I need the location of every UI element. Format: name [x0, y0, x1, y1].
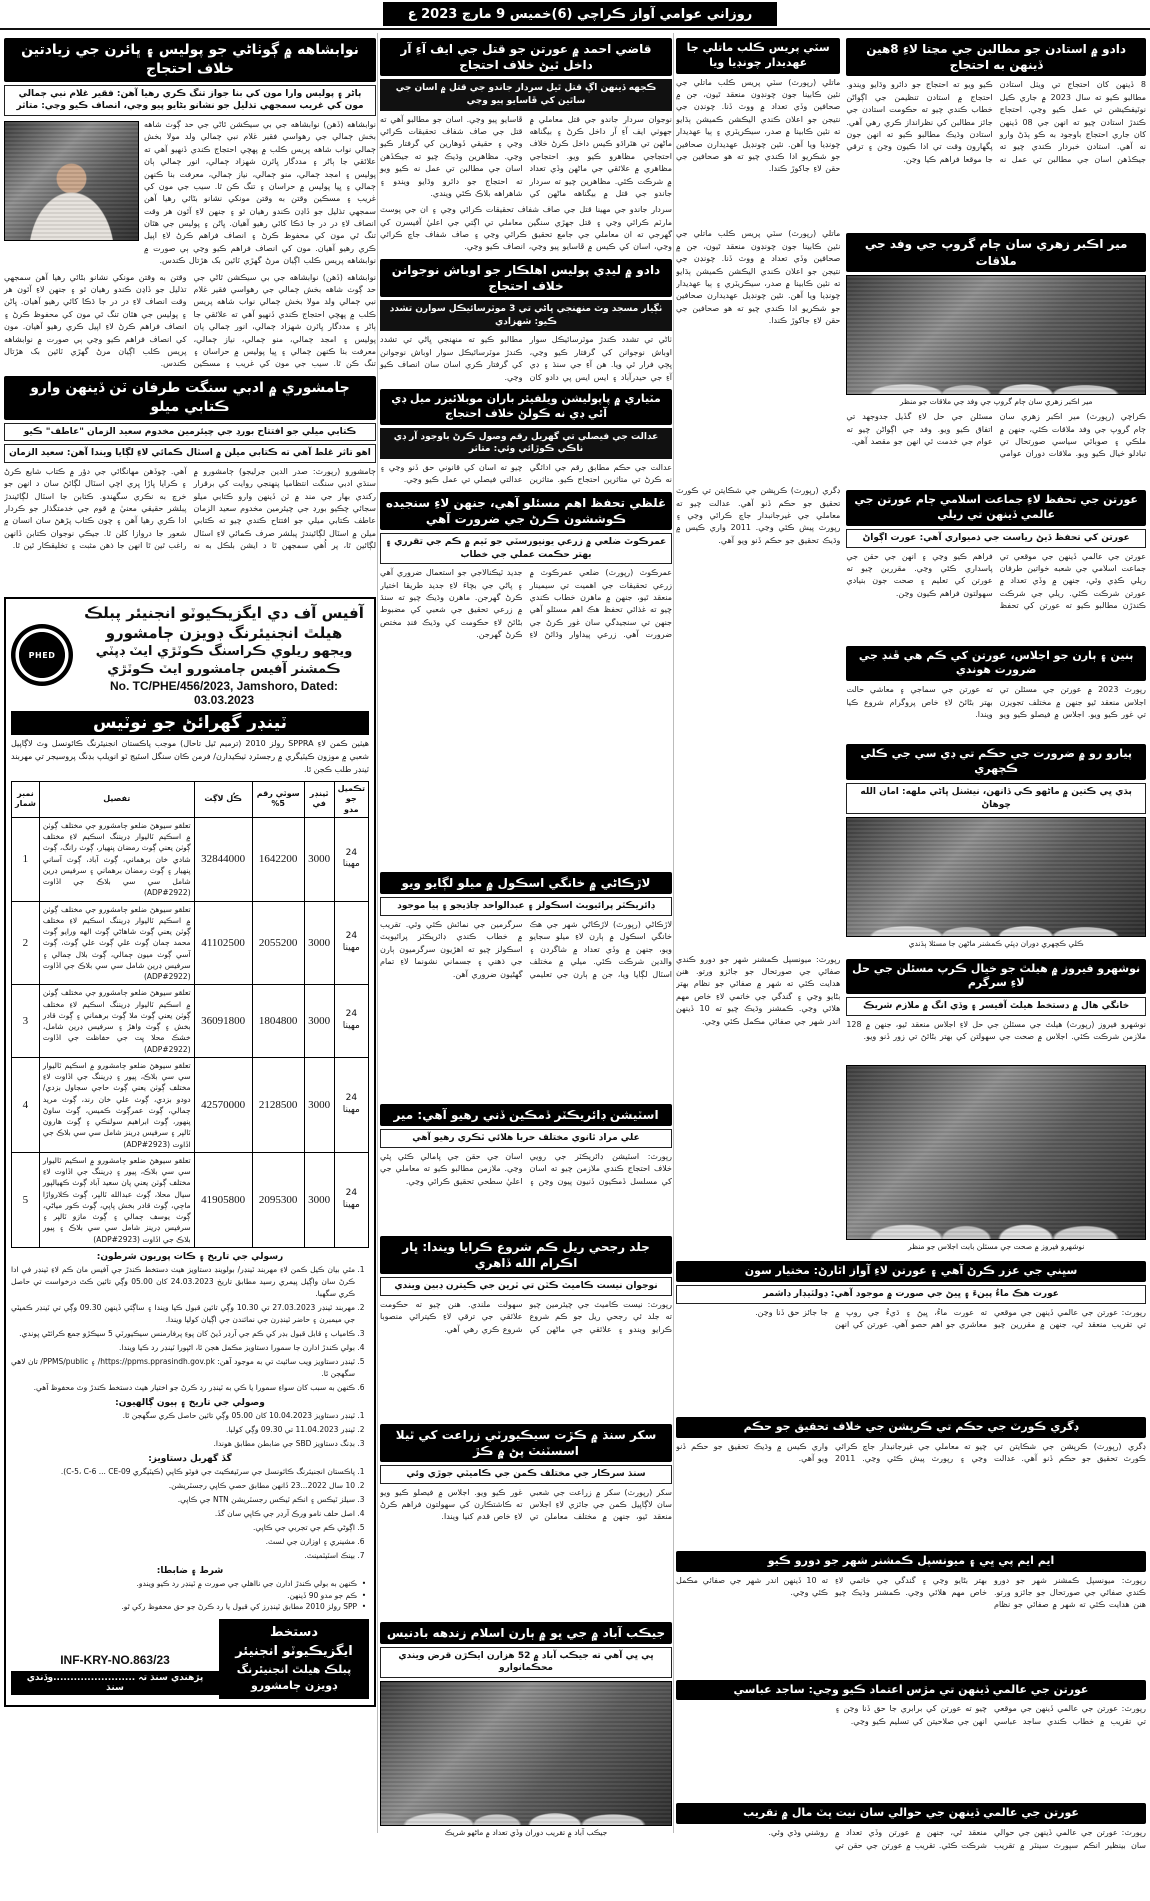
- cell-description: تعلقو سيوهڻ ضلعو ڄامشورو جي مختلف ڳوٺن ۾ اسڪيم ٽاليوار ڊريننگ اسڪيم لاءِ مختلف ڳوٺن يعني ڳوٺ شاهاڻي ڳوٺ الهه ورايو ڳوٺ محمد ڄمان ڳوٺ علي ڳوٺ علي ڳوٺ، ڳوٺ آسي ڳوٺ ميون ڄمالي، ڳوٺ بلال ڄمالي ۽ سرفيس ڊرين شامل سي سي بلاڪ جي اڏاوت (ADP#2922): [39, 901, 194, 985]
- right-article3-headline: مير اڪبر زهري سان ڄام گروپ جي وفد جي ملاقات: [846, 233, 1146, 271]
- cell-fee: 3000: [304, 817, 334, 901]
- page-masthead: روزاني عوامي آواز ڪراچي (6)خميس 9 مارچ 2023 ع: [383, 2, 777, 26]
- mid-article1-body: نوجوان سردار جاندو جي قتل معاملي ۾ جهوٺي ايف آءِ آر داخل ڪرڻ ۽ بيگناهه ماڻهن تي هٿراڌو ڪيس داخل ڪرڻ خلاف احتجاجي مظاهرو ڪيو ويو. احتجاجي مظاهري ۾ علائقي جي ماڻهن وڏي تعداد ۾ شرڪت ڪئي. مظاهرين چيو ته سردار جاندو جي قتل ۾ بيگناهه ماڻهن کي ڦاسايو پيو وڃي. اسان جو مطالبو آهي ته قتل جي صاف شفاف تحقيقات ڪرائي وڃي ۽ حقيقي ڏوهارين کي گرفتار ڪيو وڃي. مظاهرين وڌيڪ چيو ته جيڪڏهن اسان جي مطالبن تي عمل نه ڪيو ويو ته احتجاج جو دائرو وڌايو ويندو ۽ شاهراهه بلاڪ ڪئي ويندي.: [380, 114, 672, 198]
- sign-line2: پبلڪ هيلٿ انجنيئرنگ: [236, 1662, 352, 1676]
- mid-article3-body: عدالت جي حڪم مطابق رقم جي ادائگي نه ڪرڻ تي متاثرين احتجاج ڪيو. متاثرين چيو ته اسان کي قانوني حق ڏنو وڃي ۽ عدالتي فيصلي تي عمل ڪيو وڃي.: [380, 462, 672, 485]
- cell-description: تعلقو سيوهڻ ضلعو ڄامشورو جي مختلف ڳوٺن ۾ اسڪيم ٽاليوار ڊريننگ اسڪيم لاءِ مختلف ڳوٺن يعني ڳوٺ رمضان پنهيار، ڳوٺ رانگ، ڳوٺ شادي خان برهماني، ڳوٺ آباد، ڳوٺ آساني پنهيار ۽ ڳوٺ رمضان برهماني ۽ سرفيس ڊرين شامل سي سي بلاڪ جي اڏاوت (ADP#2922): [39, 817, 194, 901]
- right-article7-photo: [846, 1065, 1146, 1240]
- tender-condition-item: • ڪنهن به بولي ڪندڙ ادارن جي نااهلي جي صورت ۾ ٽينڊر رد ڪيو ويندو.: [11, 1578, 357, 1590]
- mid-article9-subhead: ڀي ڀي آهي ته جيڪب آباد ۾ 52 هزارن ايڪڙن قرض ويندي محڪمانوارو: [380, 1647, 672, 1678]
- right-article4-body: عورتن جي عالمي ڏينهن جي موقعي تي جماعت اسلامي جي شعبه خواتين طرفان ريلي ڪڍي وئي، جنهن ۾ وڏي تعداد ۾ عورتن شرڪت ڪئي. ريلي جي شرڪت ڪندڙن مطالبو ڪيو ته عورتن کي تحفظ فراهم ڪيو وڃي ۽ انهن جي حقن جي پاسداري ڪئي وڃي. مقررين چيو ته عورتن کي تعليم ۽ صحت جون بنيادي سهولتون فراهم ڪيون وڃن.: [846, 551, 1146, 611]
- th-description: تفصيل: [39, 781, 194, 817]
- tender-condition-item: • ڪم جو مدو 90 ڏينهن.: [11, 1590, 357, 1602]
- sign-line1: ايگزيڪيوٽو انجنيئر: [235, 1644, 353, 1660]
- tender-condition-item: 3. ڪامياب ۽ قابل قبول بڊر کي ڪم جي آرڊر ڏيڻ کان پوءِ پرفارمنس سيڪيورٽي 5 سيڪڙو جمع ڪرائڻي پوندي.: [11, 1328, 355, 1340]
- tender-reference: No. TC/PHE/456/2023, Jamshoro, Dated: 03.03.2023: [109, 679, 339, 708]
- left-article1-body-cont: نوابشاهه (ڏهن) نوابشاهه جي بي سيڪشن ٿاڻي جي حد ڳوٺ شاهه بخش ڄمالي جي رهواسي فقير غلام نبي ڄمالي ولد مولا بخش ڄمالي نواب شاهه پريس ڪلب ۾ پهچي احتجاج ڪندي ڏنهيو آهي ته علائقي جا ٻاڻر ۽ مددگار ڀائرن شهزاد ڄمالي، انور ڄمالي ٻان پوليس ۽ امجد ڄمالي، منو ڄمالي، نياز ڄمالي، معرفت بنا ڪنهن ڄمالي ۽ ڀيا پوليس ۾ حراسان ۽ تنگ ڪن ٿا. سيب جي مون کي غريب ۽ مسڪين وقتن به وقتن مونکي نشانو بڻائي رهيا آهن سمجهي تذليل جو ڏاڍن ڪندو رهيان ٿو ۽ جنهن لاءِ آئون هر وقت انصاف لاءِ در در جا ڌڪا کائي رهيو آهيان. ڀاڻن ۽ پوليس جي هٿان تنگ ٿي مون کي محفوظ ڪرڻ ۽ انصاف فراهم ڪرڻ لاءِ اپيل ڪري رهيو آهيان. مون کي انصاف فراهم ڪيو وڃي ٻي صورت ۾ نوابشاهه پريس ڪلب اڳيان مرڻ گهڙي ٽائين بک هڙتال ڪندس.: [4, 272, 376, 369]
- tender-condition-item: 5. اڳوڻي ڪم جي تجربي جي ڪاپي.: [11, 1522, 355, 1534]
- mid-article8-body: سکر (رپورٽ) سکر ۾ زراعت جي شعبي سان لاڳاپيل ڪمن جي جائزي لاءِ اجلاس منعقد ٿيو، جنهن ۾ مختلف معاملن تي غور ڪيو ويو. اجلاس ۾ فيصلو ڪيو ويو ته ڪاشتڪارن کي سهولتون فراهم ڪرڻ لاءِ خاص قدم کنيا ويندا.: [380, 1487, 672, 1522]
- right-article8-subhead: عورت هڪ ماءُ پينءَ ۽ ڀيڻ جي صورت ۾ موجود آهي: ڊولٽيڊار ڊاشمر: [676, 1285, 1146, 1304]
- th-fee: ٽينڊر في: [304, 781, 334, 817]
- cell-cost: 41905800: [194, 1152, 252, 1247]
- tender-signature-row: [11, 1619, 369, 1699]
- mid-article5-headline: لاڙڪاڻي ۾ خانگي اسڪول ۾ ميلو لڳايو ويو: [380, 872, 672, 894]
- tender-condition-item: 6. ڪنهن به سبب کان سواءِ سمورا يا ڪي به ٽينڊر رد ڪرڻ جو اختيار هيٺ دستخط ڪندڙ وٽ محفوظ آهي.: [11, 1382, 355, 1394]
- cell-cost: 42570000: [194, 1057, 252, 1152]
- th-earnest: سوٽي رقم 5%: [252, 781, 304, 817]
- cell-earnest: 2095300: [252, 1152, 304, 1247]
- cell-fee: 3000: [304, 1152, 334, 1247]
- th-serial: نمبر شمار: [12, 781, 40, 817]
- tender-conditions-list: [11, 1264, 369, 1394]
- mid-article5-body: لاڙڪاڻي (رپورٽ) لاڙڪاڻي شهر جي هڪ خانگي اسڪول ۾ ٻارن لاءِ ميلو سجايو ويو، جنهن ۾ وڏي تعداد ۾ شاگردن ۽ والدين شرڪت ڪئي. ميلي ۾ مختلف اسٽال لڳايا ويا، جن ۾ ٻارن جي تعليمي سرگرمين جي نمائش ڪئي وئي. تقريب ۾ خطاب ڪندي ڊائريڪٽر پرائيويٽ اسڪولز چيو ته اهڙيون سرگرميون ٻارن جي ذهني ۽ جسماني نشونما لاءِ تمام گهڻيون ضروري آهن.: [380, 919, 672, 979]
- tender-condition2-title: وصولي جي تاريخ ۽ ٻيون ڳالهيون:: [115, 1397, 265, 1408]
- mid-article6-headline: اسٽيشن ڊائريڪٽر ڏمڪين ڏني رهيو آهي: مير: [380, 1104, 672, 1126]
- mid-article8-headline: سکر سنڌ ۾ ڪڙت سيڪيورٽي زراعت کي ٿيلا اسسٽنٽ پڻ ۾ ڪڙ: [380, 1424, 672, 1462]
- mid-article7-subhead: نوجوان نيست ڪاميٽ ڪٽن تي ٽرين جي ڪيترن ڊبين ويندي: [380, 1277, 672, 1296]
- mid-article8-subhead: سنڌ سرڪار جي مختلف ڪمن جي ڪاميٽي جوڙي وئي: [380, 1465, 672, 1484]
- right-article7-body: نوشهرو فيروز (رپورٽ) هيلٿ جي مسئلن جي حل لاءِ اجلاس منعقد ٿيو، جنهن ۾ 128 ملازمن شرڪت ڪئي. اجلاس ۾ صحت جي سهولتن کي بهتر بڻائڻ تي زور ڏنو ويو.: [846, 1019, 1146, 1042]
- tender-table-row: [12, 901, 369, 985]
- right-article6-headline: پيارو رو ۾ ضرورت جي حڪم تي ڊي سي جي ڪلي ڪچهري: [846, 744, 1146, 780]
- tender-condition-item: 4. بولي ڪندڙ ادارن جا سمورا دستاويز مڪمل هجن ٿا، اڻپورا ٽينڊر رد ڪيا ويندا.: [11, 1342, 355, 1354]
- right-article4-headline: عورتن جي تحفظ لاءِ جماعت اسلامي ڄام عورتن جي عالمي ڏينهن تي ريلي: [846, 490, 1146, 526]
- tender-condition-item: 3. بڊنگ دستاويز SBD جي ضابطن مطابق هوندا.: [11, 1438, 355, 1450]
- masthead-rule: [0, 28, 1150, 30]
- cell-serial: 3: [12, 985, 40, 1058]
- tender-table-header-row: [12, 781, 369, 817]
- tender-condition2-list: [11, 1410, 369, 1450]
- sign-title: دستخط: [269, 1624, 319, 1640]
- cell-fee: 3000: [304, 1057, 334, 1152]
- mid-article4-headline: غلظي تحفظ اهم مسئلو آهي، جنهن لاءِ سنجيده ڪوششون ڪرڻ جي ضرورت آهي: [380, 492, 672, 530]
- tender-condition-item: 1. مٿي بيان ڪيل ڪمن لاءِ مهربند ٽينڊر/ بولوينڊ دستاويز هيٺ دستخط ڪندڙ جي آفيس مان ڪم لاءِ ٽينڊر في ادا ڪرڻ سان واڳيل پيمري رسيد مطابق تاريخ 24.03.2023 کان 05.00 وڳي تائين ڪٿ درخواست تي حاصل ڪري سگهبا.: [11, 1264, 355, 1300]
- right-article8-body: رپورٽ: عورتن جي عالمي ڏينهن جي موقعي تي تقريب منعقد ٿي، جنهن ۾ مقررين چيو ته عورت ماءُ، ڀيڻ ۽ ڌيءُ جي روپ ۾ معاشري جو اهم حصو آهي. عورتن کي انهن جا جائز حق ڏنا وڃن.: [755, 1307, 1146, 1330]
- mid-article9-caption: جيڪب آباد ۾ تقريب دوران وڏي تعداد ۾ ماڻهو شريڪ: [444, 1828, 608, 1838]
- cell-earnest: 2128500: [252, 1057, 304, 1152]
- right-article10-body: رپورٽ: ميونسپل ڪمشنر شهر جو دورو ڪندي صفائي جي صورتحال جو جائزو ورتو. هنن هدايت ڪئي ته شهر ۾ صفائي جو نظام بهتر بڻايو وڃي ۽ گندگي جي خاتمي لاءِ خاص مهم هلائي وڃي. ڪمشنر وڌيڪ چيو ته 10 ڏينهن اندر شهر جي صفائي مڪمل ڪئي وڃي.: [676, 1575, 1146, 1610]
- right-article10-headline: ايم ايم پي ڀي ۽ ميونسپل ڪمشنر شهر جو دورو ڪيو: [676, 1551, 1146, 1572]
- column-divider-left: [377, 33, 378, 1833]
- sign-line3: ڊويزن ڄامشورو: [250, 1679, 338, 1693]
- middle-column: [380, 33, 672, 1843]
- cell-fee: 3000: [304, 985, 334, 1058]
- mid-article9-headline: جيڪب آباد ۾ جي ڀو ۾ ٻارن اسلام زندهه بادنيس: [380, 1622, 672, 1644]
- th-duration: تڪميل جو مدو: [334, 781, 368, 817]
- mid-article1-body2: سردار جاندو جي مهينا قتل جي صاف شفاف تحقيقات ڪرائي وڃي ۽ ان جي پوسٽ مارٽم ڪرائي وڃي ۽ قتل جهڙي سنگين معاملي تي اڳتي جي اعليٰ آفيسرن کي گهرجي ته ان معاملي جي جامع تحقيق ڪرائي وڃي ۽ صاف شفاف جاچ ڪرائي وڃي، اسان کي ڪيس ۾ ڦاسايو پيو وڃي، انصاف ڪيو وڃي.: [380, 205, 672, 252]
- cell-duration: 24 مهينا: [334, 1057, 368, 1152]
- tender-footer-strip: پڙهندي سنڌ تہ ........................وڏندي سنڌ: [11, 1671, 219, 1695]
- cell-earnest: 1642200: [252, 817, 304, 901]
- left-article1-body: نوابشاهه (ڏهن) نوابشاهه جي بي سيڪشن ٿاڻي جي حد ڳوٺ شاهه بخش ڄمالي جي رهواسي فقير غلام نبي ڄمالي ولد مولا بخش ڄمالي نواب شاهه پريس ڪلب ۾ پهچي احتجاج ڪندي ڏنهيو آهي ته علائقي جا ٻاڻر ۽ مددگار ڀائرن شهزاد ڄمالي، انور ڄمالي ٻان پوليس ۽ امجد ڄمالي، منو ڄمالي، نياز ڄمالي، معرفت بنا ڪنهن ڄمالي ۽ ڀيا پوليس ۾ حراسان ۽ تنگ ڪن ٿا. سيب جي مون کي غريب ۽ مسڪين وقتن به وقتن مونکي نشانو بڻائي رهيا آهن سمجهي تذليل جو ڏاڍن ڪندو رهيان ٿو ۽ جنهن لاءِ آئون هر وقت انصاف لاءِ در در جا ڌڪا کائي رهيو آهيان. ڀاڻن ۽ پوليس جي هٿان تنگ ٿي مون کي محفوظ ڪرڻ ۽ انصاف فراهم ڪرڻ لاءِ اپيل ڪري رهيو آهيان. مون کي انصاف فراهم ڪيو وڃي ٻي صورت ۾ نوابشاهه پريس ڪلب اڳيان مرڻ گهڙي ٽائين بک هڙتال ڪندس.: [144, 119, 376, 266]
- phed-logo-icon: [11, 624, 73, 686]
- tender-notes-title: شرط ۽ ضابطا:: [156, 1565, 224, 1576]
- tender-condition-item: 2. مهربند ٽينڊر 27.03.2023 تي 10.30 وڳي تائين قبول ڪيا ويندا ۽ ساڳئي ڏينهن 09.30 وڳي تي ٽينڊر ڪميٽي جي ميمبرن ۽ حاضر ٽينڊرن جي نمائندن جي اڳيان کوليا ويندا.: [11, 1302, 355, 1326]
- right-article1-body: 8 ڏينهن کان احتجاج تي ويٺل استادن مطالبو ڪيو ته سال 2023 ۾ جاري ڪيل نوٽيفڪيشن تي عمل ڪيو وڃي. احتجاج ڪندڙ استادن چيو ته انهن جي 08 ڏينهن کان جاري احتجاج باوجود به ڪو ٻڌڻ وارو نه آهي. استادن خبردار ڪندي چيو ته جيڪڏهن اسان جي مطالبن تي عمل نه ڪيو ويو ته احتجاج جو دائرو وڌايو ويندو. احتجاج ۾ استادن تنظيمن جي اڳواڻن خطاب ڪندي چيو ته حڪومت استادن جي جائز مطالبن کي نظرانداز ڪري رهي آهي. استادن وڌيڪ مطالبو ڪيو ته انهن جون پگهارون وقت تي ادا ڪيون وڃن ۽ ترقي جا موقعا فراهم ڪيا وڃن.: [846, 80, 1146, 164]
- mid-article7-headline: جلد رجحي ريل ڪم شروع ڪرايا ويندا: ڀار اڪرام الله ڏاهري: [380, 1236, 672, 1274]
- right-article12-body: رپورٽ: عورتن جي عالمي ڏينهن جي حوالي سان بينظير انڪم سپورٽ سينٽر ۾ تقريب منعقد ٿي، جنهن ۾ عورتن وڏي تعداد ۾ شرڪت ڪئي. تقريب ۾ عورتن جي حقن تي روشني وڌي وئي.: [768, 1828, 1146, 1850]
- right-article7-caption: نوشهرو فيروز ۾ صحت جي مسئلن بابت اجلاس جو منظر: [907, 1241, 1085, 1251]
- left-article1-photo: [4, 121, 139, 241]
- cell-duration: 24 مهينا: [334, 901, 368, 985]
- cell-serial: 4: [12, 1057, 40, 1152]
- mid-article6-subhead: علي مراد ٿانوي مختلف حربا هلائي ٽڪري رهيو آهي: [380, 1129, 672, 1148]
- right-sidebar-body-1: ماتلي (رپورٽ) سٽي پريس ڪلب ماتلي جي نئين ڪابينا جون چونڊون منعقد ٿيون، جن ۾ صحافين وڏي تعداد ۾ ووٽ ڏنا. چونڊن جي نتيجن جو اعلان ڪندي اليڪشن ڪميشن ٻڌايو ته نئين ڪابينا ۾ صدر، سيڪريٽري ۽ ٻيا عهديدار چونڊيا ويا آهن. نئين چونڊيل عهديدارن صحافين جو شڪريو ادا ڪندي چيو ته هو صحافين جي حقن لاءِ جاکوڙ ڪندا.: [676, 229, 841, 326]
- tender-table-row: [12, 817, 369, 901]
- tender-banner: ٽينڊر گهرائڻ جو نوٽيس: [11, 711, 369, 735]
- tender-docs-list: [11, 1466, 369, 1562]
- right-sidebar-body-2: ڊگري (رپورٽ) ڪرپشن جي شڪايتن تي ڪورٽ تحقيق جو حڪم ڏنو آهي. عدالت چيو ته معاملي جي غيرجانبدار جاچ ڪرائي وڃي ۽ رپورٽ پيش ڪئي وڃي. 2011 واري ڪيس ۾ وڌيڪ تحقيق جو حڪم ڏنو ويو آهي.: [676, 486, 841, 545]
- tender-signature-box: [219, 1619, 369, 1699]
- right-article3-caption: مير اڪبر زهري سان ڄام گروپ جي وفد جي ملاقات جو منظر: [899, 396, 1093, 406]
- mid-article3-subhead: عدالت جي فيصلي تي گهريل رقم وصول ڪرڻ باوجود آر ڊي ناڪي ڪوڙائي وئي: متاثر: [380, 428, 672, 459]
- th-cost: ڪُل لاڳت: [194, 781, 252, 817]
- tender-inf-number: INF-KRY-NO.863/23: [60, 1652, 170, 1667]
- mid-article7-body: رپورٽ: نيست ڪاميٽ جي چيئرمين چيو ته جلد ئي رجحي ريل جو ڪم شروع ڪرايو ويندو ۽ علائقي جي ماڻهن کي سهولت ملندي. هنن چيو ته حڪومت علائقي جي ترقي لاءِ ڪيترائي منصوبا شروع ڪري رهي آهي.: [380, 1299, 672, 1334]
- left-article2-subhead2: اهو تاثر غلط آهي ته ڪتابي ميلن ۾ اسٽال ڪمائي لاءِ لڳايا ويندا آهن: سعيد الزمان: [4, 444, 376, 463]
- cell-serial: 5: [12, 1152, 40, 1247]
- tender-table-row: [12, 1152, 369, 1247]
- right-article7-subhead: خانگي هال ۾ دستخط هيلٿ آفيسر ۽ وڏي انگ ۾ ملازم شريڪ: [846, 997, 1146, 1016]
- tender-header: [11, 603, 369, 708]
- cell-cost: 36091800: [194, 985, 252, 1058]
- right-article3-photo: [846, 275, 1146, 395]
- left-article2-headline: ڄامشوري ۾ ادبي سنگت طرفان ٽن ڏينهن وارو ڪتابي ميلو: [4, 376, 376, 420]
- phed-logo-text: PHED: [28, 650, 56, 660]
- right-article1-headline: دادو ۾ استادن جو مطالبن جي مڃتا لاءِ 8هين ڏينهن به احتجاج: [846, 38, 1146, 76]
- mid-article2-body: ٺاڻي تي تشدد ڪندڙ موٽرسائيڪل سوار اوباش نوجوانن کي گرفتار ڪيو وڃي، ڀڄي فرار ٿي ويا. هن آءِ جي سنڌ ۽ ڊي آءِ جي حيدرآباد ۽ ايس ايس پي دادو کان مطالبو ڪيو ته منهنجي ڀاڻي تي تشدد ڪندڙ موٽرسائيڪل سوار اوباش نوجوانن کي گرفتار ڪري اسان سان انصاف ڪيو وڃي.: [380, 335, 672, 382]
- right-article4-subhead: عورتن کي تحفظ ڏيڻ رياست جي ذميواري آهي: عورت اڳواڻ: [846, 529, 1146, 548]
- cell-cost: 32844000: [194, 817, 252, 901]
- mid-article4-body: عمرڪوٽ (رپورٽ) ضلعي عمرڪوٽ ۾ زرعي تحقيقات جي اهميت تي سيمينار منعقد ٿيو، جنهن ۾ ماهرن خطاب ڪندي چيو ته غذائي تحفظ هڪ اهم مسئلو آهي جنهن تي سنجيدگي سان غور ڪرڻ جي ضرورت آهي. زرعي پيداوار وڌائڻ لاءِ جديد ٽيڪنالاجي جو استعمال ضروري آهي ۽ پاڻي جي بچاءَ لاءِ جديد طريقا اختيار ڪرڻ گهرجن. ماهرن وڌيڪ چيو ته سنڌ ۾ زرعي تحقيق جي شعبي کي مضبوط بڻائڻ لاءِ حڪومت کي وڌيڪ فنڊ مختص ڪرڻ گهرجن.: [380, 568, 672, 640]
- mid-article5-subhead: ڊائريڪٽر پرائيويٽ اسڪولز ۽ عبدالواحد ڄاڌيجو ۽ ٻيا موجود: [380, 897, 672, 916]
- right-article5-headline: ٻنين ۽ ٻارن جو اجلاس، عورتن کي ڪم هي ڦنڊ جي ضرورت هوندي: [846, 646, 1146, 682]
- left-article2-subhead1: ڪتابي ميلي جو افتتاح بورڊ جي چيئرمين مخدوم سعيد الزمان "عاطف" ڪيو: [4, 423, 376, 442]
- left-article1-headline: نوابشاهه ۾ ڳوٺاڻي جو پوليس ۽ ڀائرن جي زيادتين خلاف احتجاج: [4, 38, 376, 82]
- right-article6-caption: ڪلي ڪچهري دوران ڊپٽي ڪمشنر ماڻهن جا مسئلا ٻڌندي: [908, 939, 1084, 949]
- tender-condition-item: 4. اصل حلف نامو ورڪ آرڊر جي ڪاپي سان گڏ.: [11, 1508, 355, 1520]
- column-divider-right: [673, 33, 674, 1833]
- cell-duration: 24 مهينا: [334, 985, 368, 1058]
- right-article6-photo: [846, 817, 1146, 937]
- tender-docs-title: گڏ گهربل دستاويز:: [148, 1453, 232, 1464]
- tender-condition-item: 6. مشينري ۽ اوزارن جي لسٽ.: [11, 1536, 355, 1548]
- left-article2-body: ڄامشورو (رپورٽ: صدر الدين جرليجو) ڄامشورو ۾ سنڌي ادبي سنگت انتظاميا پنهنجي روايت کي برقرار رکندي بهار جي مند ۾ ٽن ڏينهن وارو ڪتابي ميلو سجائي چڪيو بورڊ جي چيئرمين مخدوم سعيد الزمان عاطف ڪتابي ميلي جو افتتاح ڪندي چيو ته ڪتابي ميلن ۾ اسٽال لڳائيندڙ پبلشر صرف ڪمائي لاءِ اسٽال لڳائين ٿا، پر اُهي سمجهن ٿا د ايشن بلڪل به نه آهي. چوڏهن مهانگائي جي دؤر ۾ ڪتاب شايع ڪرڻ ۽ ڪرايا ڀاڙا ڀري اچي اسٽال لڳائڻ سان د انهن جو خرچ به نڪري سگهندو. ڪتابن جا اسٽال لڳائيندڙ پبلشر حقيقي معنيٰ ۾ قوم جي خدمتگذار جو ڪردار ادا ڪري رهيا آهن ۽ چون ڪتاب پڙهڻ سان انسان ۾ شعور جا دروازا کلن ٿا. جيڪي نوجوان ڪتابن ڏانهن راغب ٿين ٿا انهن جا ذهن مثبت ۽ تخليقڪار ٿين ٿا.: [4, 466, 376, 551]
- right-article6-subhead: ٻڌي ڀي ڪتين ۾ ماڻهو ڪي ڏانهن، نيشنل ڀاڻي ملهه: امان الله چوهاڻ: [846, 783, 1146, 814]
- tender-condition-item: • SPP رولز 2010 مطابق ٽينڊرز کي قبول يا رد ڪرڻ جو حق محفوظ رکي ٿو.: [11, 1601, 357, 1613]
- right-sidebar-body-3: رپورٽ: ميونسپل ڪمشنر شهر جو دورو ڪندي صفائي جي صورتحال جو جائزو ورتو. هنن هدايت ڪئي ته شهر ۾ صفائي جو نظام بهتر بڻايو وڃي ۽ گندگي جي خاتمي لاءِ خاص مهم هلائي وڃي. ڪمشنر وڌيڪ چيو ته 10 ڏينهن اندر شهر جي صفائي مڪمل ڪئي وڃي.: [676, 954, 841, 1026]
- tender-condition-item: 5. ٽينڊر دستاويز ويب سائيٽ تي به موجود آهن: https://ppms.pprasindh.gov.pk/ ۽ PPMS/public/ تان لاهي سگهجن ٿا.: [11, 1356, 355, 1380]
- tender-condition-item: 2. 10 سال 2022...23 ڏانهن مطابق حصي ڪاپي رجسٽريشن.: [11, 1480, 355, 1492]
- tender-table-row: [12, 1057, 369, 1152]
- mid-article1-headline: قاضي احمد ۾ عورتن جو قتل جي ايف آءِ آر داخل ٿيڻ خلاف احتجاج: [380, 38, 672, 76]
- cell-duration: 24 مهينا: [334, 1152, 368, 1247]
- left-article1-subhead: ٻاڻر ۽ پوليس وارا مون کي بنا جواز تنگ ڪري رهيا آهن: فقير غلام نبي ڄمالي مون کي غريب سمجهي تذليل جو نشانو بڻايو پيو وڃي، انصاف ڪيو وڃي: متاثر: [4, 85, 376, 116]
- mid-article6-body: رپورٽ: اسٽيشن ڊائريڪٽر جي رويي خلاف احتجاج ڪندي ملازمن چيو ته اسان کي مسلسل ڏمڪيون ڏنيون پيون وڃن ۽ اسان جي حقن جي پامالي ڪئي پئي وڃي. ملازمن مطالبو ڪيو ته معاملي جي اعليٰ سطحي تحقيق ڪرائي وڃي.: [380, 1151, 672, 1186]
- tender-office-line2: ويجهو ريلوي ڪراسنگ ڪوٽڙي ايٽ ڊپٽي ڪمشنر آفيس ڄامشورو ايٽ ڪوٽڙي: [95, 644, 353, 677]
- tender-office-line1: آفيس آف دي ايگزيڪيوٽو انجنيئر پبلڪ هيلٿ انجنيئرنگ ڊويزن ڄامشورو: [84, 603, 364, 642]
- cell-serial: 2: [12, 901, 40, 985]
- right-column: [676, 33, 1146, 1901]
- cell-cost: 41102500: [194, 901, 252, 985]
- right-article3-body: ڪراچي (رپورٽ) مير اڪبر زهري سان ڄام گروپ جي وفد ملاقات ڪئي، جنهن ۾ ملڪي ۽ صوبائي سياسي صورتحال تي تبادلو خيال ڪيو ويو. ملاقات دوران عوامي مسئلن جي حل لاءِ گڏيل جدوجهد تي اتفاق ڪيو ويو. وفد جي اڳواڻن چيو ته عوام جي خدمت ئي انهن جو مقصد آهي.: [846, 412, 1146, 459]
- tender-condition-item: 1. ٽينڊر دستاويز 10.04.2023 کان 05.00 وڳي تائين حاصل ڪري سگهجن ٿا.: [11, 1410, 355, 1422]
- tender-condition-item: 2. ٽينڊر 11.04.2023 تي 09.30 وڳي کولبا.: [11, 1424, 355, 1436]
- mid-article1-subhead: ڪجهه ڏينهن اڳ قتل ٿيل سردار جاندو جي قتل ۾ اسان جي ساٿين کي ڦاسايو پيو وڃي: [380, 79, 672, 110]
- tender-conditions-title: رسولي جي تاريخ ۽ ڪات پوريون شرطون:: [96, 1251, 284, 1262]
- left-column: [4, 33, 376, 1707]
- mid-article2-subhead: ٺڳيار مسجد وٽ منهنجي ڀاڻي تي 3 موٽرسائيڪل سوارن تشدد ڪيو: شهزادي: [380, 300, 672, 331]
- right-article7-headline: نوشهرو فيروز ۾ هيلٿ جو خيال ڪرپ مسئلن جي حل لاءِ سرگرم: [846, 959, 1146, 995]
- cell-earnest: 1804800: [252, 985, 304, 1058]
- right-article2-headline: سٽي پريس ڪلب ماتلي جا عهديدار چونڊيا ويا: [676, 38, 840, 74]
- cell-serial: 1: [12, 817, 40, 901]
- tender-condition-item: 3. سيلز ٽيڪس ۽ انڪم ٽيڪس رجسٽريشن NTN جي ڪاپي.: [11, 1494, 355, 1506]
- tender-condition-item: 1. پاڪستان انجنيئرنگ ڪائونسل جي سرٽيفڪيٽ جي فوٽو ڪاپي (ڪيٽيگري C-5، C-6 ... CE-09).: [11, 1466, 355, 1478]
- tender-condition-item: 7. بينڪ اسٽيٽمينٽ.: [11, 1550, 355, 1562]
- mid-article9-photo: [380, 1681, 672, 1826]
- mid-article4-subhead: عمرڪوٽ ضلعي ۾ زرعي يونيورسٽي جو ٽيم ۾ ڪم جي تقرري ۽ بهتر حڪمت عملي جي خطاب: [380, 533, 672, 564]
- cell-duration: 24 مهينا: [334, 817, 368, 901]
- mid-article2-headline: دادو ۾ ليڊي پوليس اهلڪار جو اوباش نوجوانن خلاف احتجاج: [380, 259, 672, 297]
- tender-notice: [4, 597, 376, 1707]
- cell-description: تعلقو سيوهڻ ضلعو ڄامشورو ۾ اسڪيم ٽاليوار سي سي بلاڪ، پيور ۽ ڊريننگ جي اڏاوت لاءِ مختلف ڳوٺن يعني ڳوٺ حاجي سجاول بزدي/ دودو بزدي، ڳوٺ علي خان رند، ڳوٺ مريد ڄمالي، ڳوٺ عمرڳوٺ ڪميس، ڳوٺ ساوڻ پنهور، ڳوٺ ابراهيم سولنڪي ۽ ڳوٺ هارون ٽالپر ۽ سرفيس ڊرينز شامل سي سي بلاڪ جي اڏاوت (ADP#2923): [39, 1057, 194, 1152]
- right-article12-headline: عورتن جي عالمي ڏينهن جي حوالي سان نيت ڀٽ مال ۾ تقريب: [676, 1803, 1146, 1824]
- right-article11-headline: عورتن جي عالمي ڏينهن تي مڙس اعتماد ڪيو وڃي: ساجد عباسي: [676, 1680, 1146, 1701]
- cell-fee: 3000: [304, 901, 334, 985]
- mid-article3-headline: مٽياري ۾ پاپوليشن ويلفيئر باران موبلائيزر ميل ڊي آئي ڊي نه ڪولڻ خلاف احتجاج: [380, 389, 672, 425]
- right-article9-body: ڊگري (رپورٽ) ڪرپشن جي شڪايتن تي ڪورٽ تحقيق جو حڪم ڏنو آهي. عدالت چيو ته معاملي جي غيرجانبدار جاچ ڪرائي وڃي ۽ رپورٽ پيش ڪئي وڃي. 2011 واري ڪيس ۾ وڌيڪ تحقيق جو حڪم ڏنو ويو آهي.: [676, 1441, 1146, 1464]
- right-article8-headline: سڀني جي عزر ڪرڻ آهي ۽ عورتن لاءِ آواز اٿارڻ: مختيار سون: [676, 1261, 1146, 1282]
- tender-notes-list: [11, 1578, 369, 1613]
- right-article11-body: رپورٽ: عورتن جي عالمي ڏينهن جي موقعي تي تقريب ۾ خطاب ڪندي ساجد عباسي چيو ته عورتن کي برابري جا حق ڏنا وڃن ۽ انهن جي صلاحيتن کي تسليم ڪيو وڃي.: [835, 1704, 1146, 1726]
- tender-intro: هيٺين ڪمن لاءِ SPPRA رولز 2010 (ترميم ٿيل تاحال) موجب پاڪستان انجنيئرنگ ڪائونسل وٽ لاڳاپيل شعبي ۾ موزون ڪيٽيگري ۾ رجسٽرڊ ٺيڪيدارن/ فرمن ڪان سنگل اسٽيج ٽو انويلپ بڊنگ پروسيجر تي مهربند ٽينڊر طلب ڪجن ٿا.: [11, 739, 370, 774]
- right-article5-body: رپورٽ 2023 ۾ عورتن جي مسئلن تي اجلاس منعقد ٿيو جنهن ۾ مختلف تجويزن تي غور ڪيو ويو. اجلاس ۾ فيصلو ڪيو ويو ته عورتن جي سماجي ۽ معاشي حالت بهتر بڻائڻ لاءِ خاص پروگرام شروع ڪيا ويندا.: [846, 685, 1146, 719]
- cell-description: تعلقو سيوهڻ ضلعو ڄامشورو جي مختلف ڳوٺن ۾ اسڪيم ٽاليوار ڊريننگ اسڪيم لاءِ مختلف ڳوٺن يعني ڳوٺ ملا ڳوٺ برهماني ۽ ڳوٺ قادر بخش ۽ ڳوٺ واهڙ ۽ سرفيس ڊرين شامل، خشڪ محلا ڀت جي حفاظت جي اڏاوت (ADP#2922): [39, 985, 194, 1058]
- right-article2-body: ماتلي (رپورٽ) سٽي پريس ڪلب ماتلي جي نئين ڪابينا جون چونڊون منعقد ٿيون، جن ۾ صحافين وڏي تعداد ۾ ووٽ ڏنا. چونڊن جي نتيجن جو اعلان ڪندي اليڪشن ڪميشن ٻڌايو ته نئين ڪابينا ۾ صدر، سيڪريٽري ۽ ٻيا عهديدار چونڊيا ويا آهن. نئين چونڊيل عهديدارن صحافين جو شڪريو ادا ڪندي چيو ته هو صحافين جي حقن لاءِ جاکوڙ ڪندا.: [676, 77, 841, 174]
- tender-table-row: [12, 985, 369, 1058]
- cell-description: تعلقو سيوهڻ ضلعو ڄامشورو ۾ اسڪيم ٽاليوار سي سي بلاڪ، پيور ۽ ڊريننگ جي اڏاوت لاءِ مختلف ڳوٺن يعني پان سعيد آباد ڳوٺ ڪهيالپور سيال محلا، ڳوٺ عبدالله ٽالپر، ڳوٺ ڪلارواڙا ماڄي، ڳوٺ قادر بخش پاپي، ڳوٺ ڪور مياڻي، ڳوٺ يوسف ڄمالي ۽ ڳوٺ مازو ٽالپر ۽ سرفيس ڊرينز شامل سي سي بلاڪ ۽ پيور بلاڪ جي اڏاوت (ADP#2923): [39, 1152, 194, 1247]
- cell-earnest: 2055200: [252, 901, 304, 985]
- tender-table: [11, 781, 369, 1248]
- right-article9-headline: ڊگري ڪورٽ جي حڪم تي ڪرپشن جي خلاف تحقيق جو حڪم: [676, 1417, 1146, 1438]
